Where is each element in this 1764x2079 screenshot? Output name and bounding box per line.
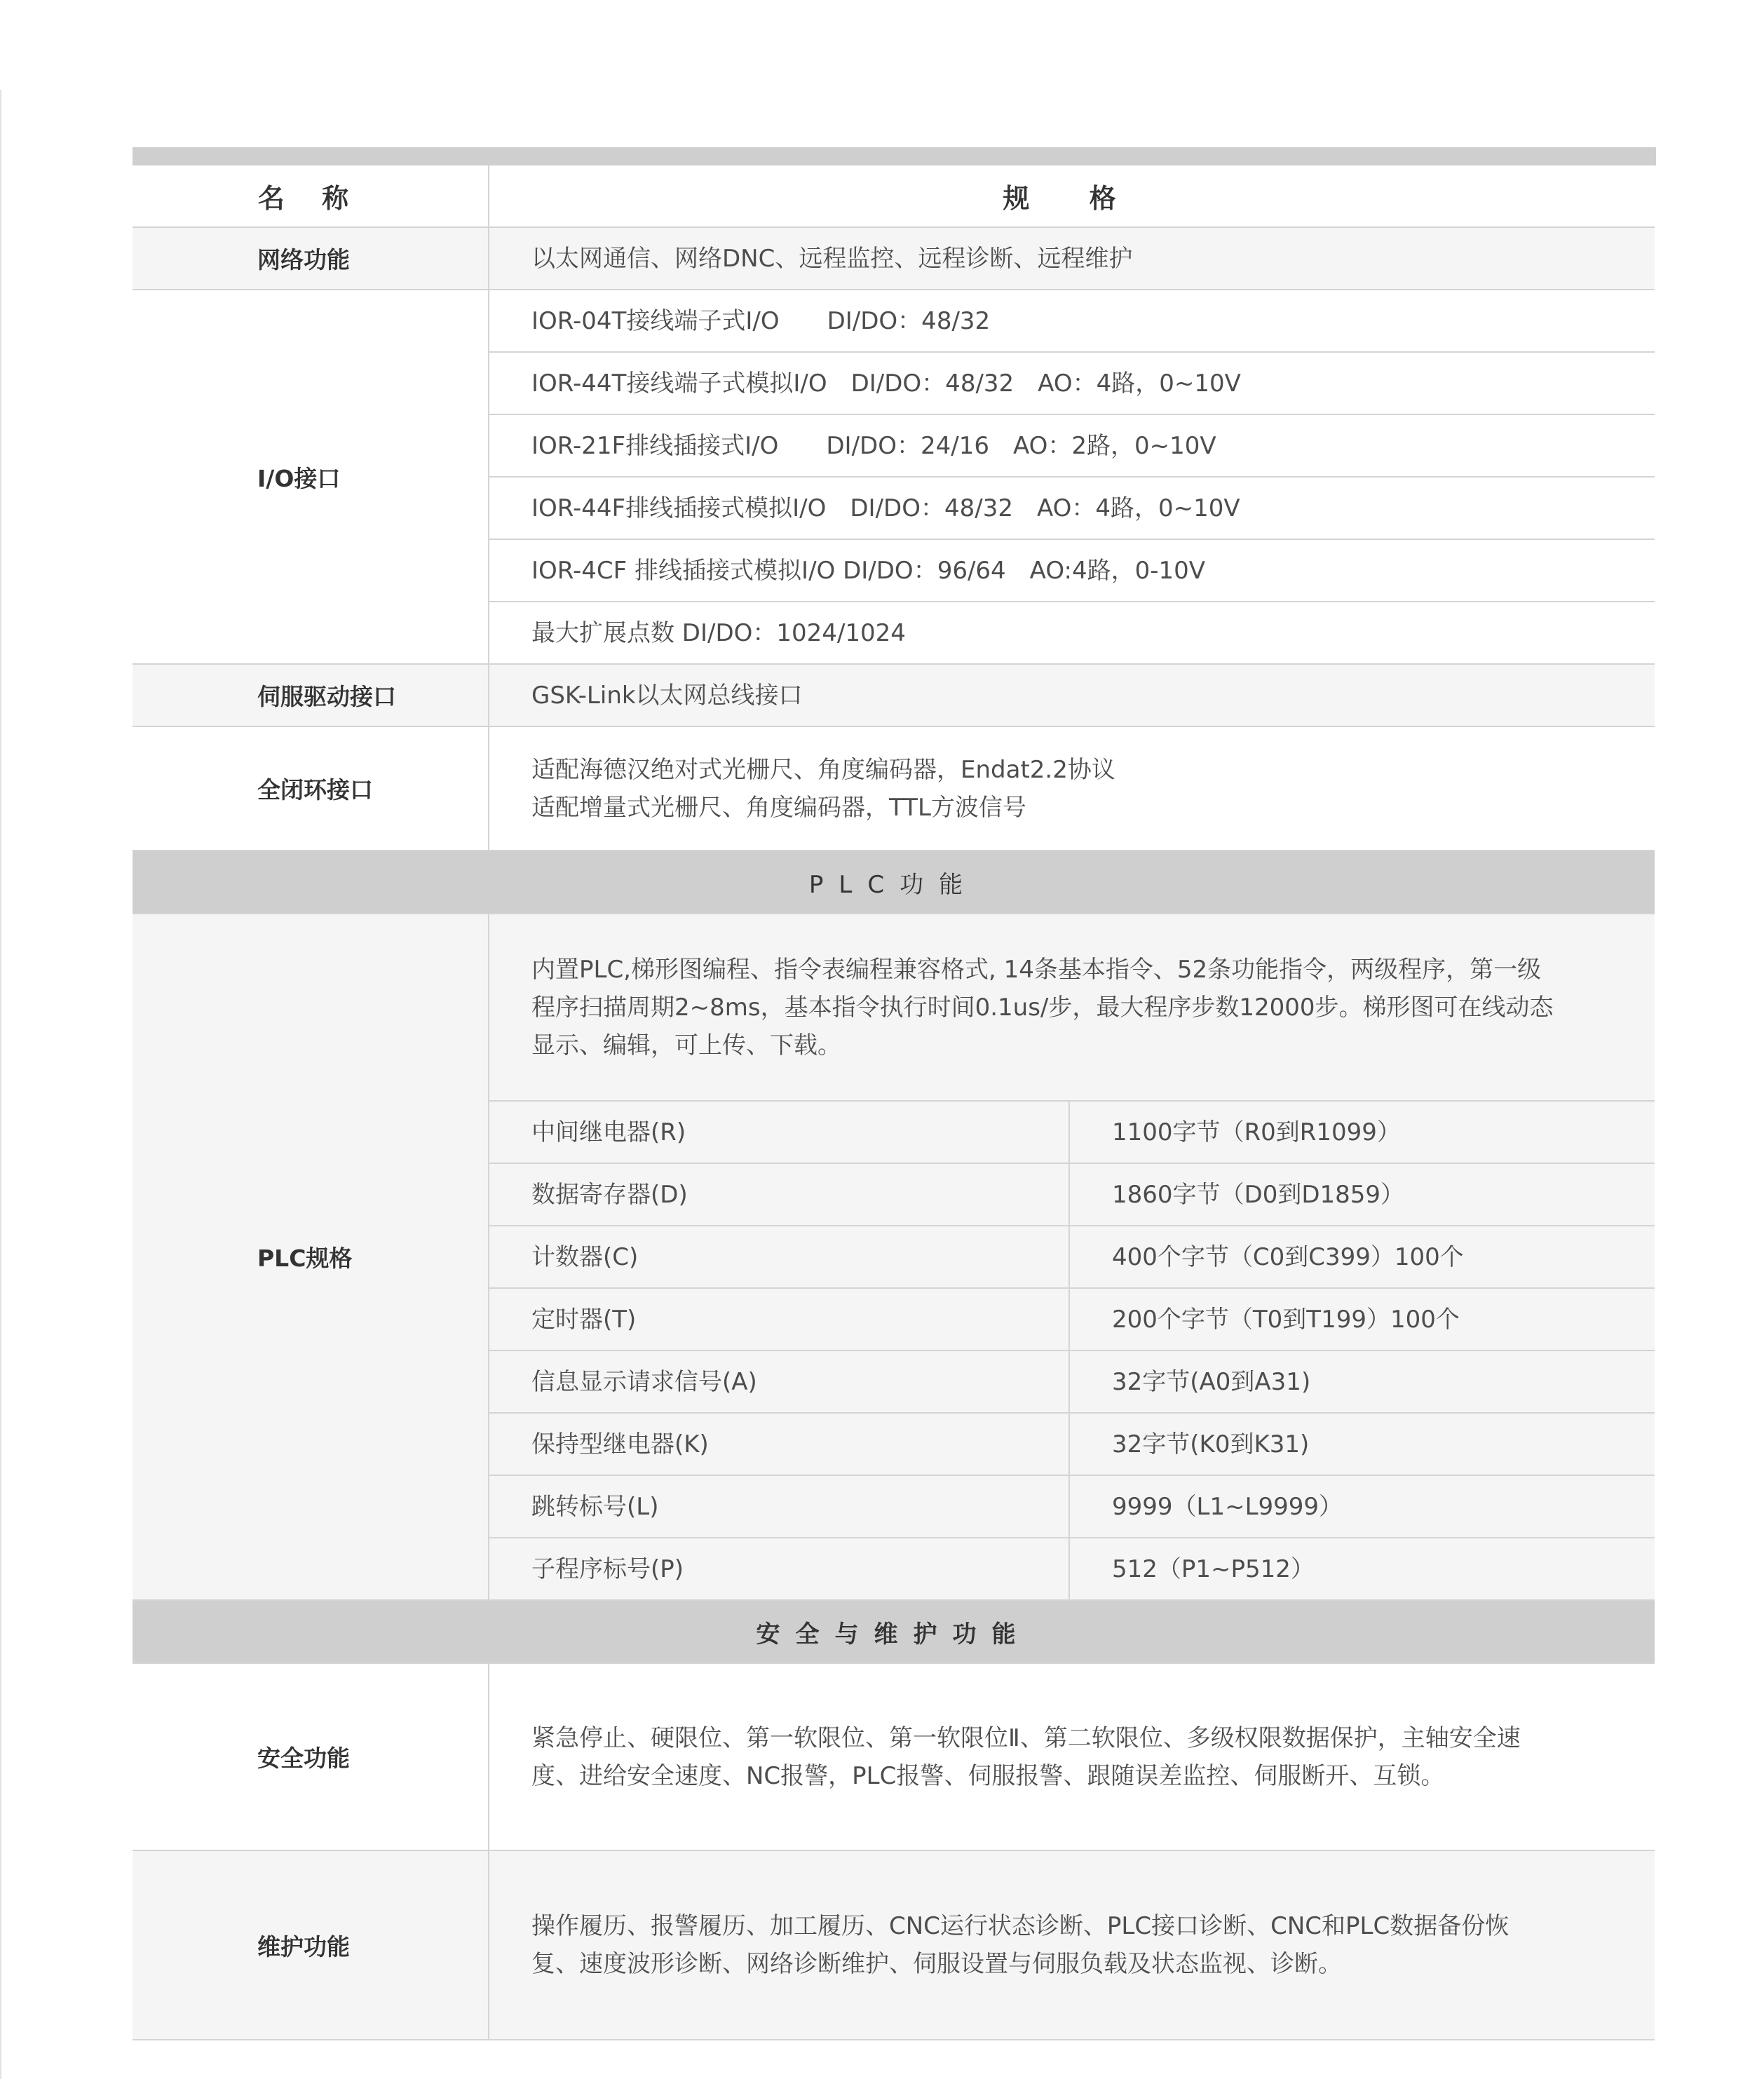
- closed-loop-line: 适配海德汉绝对式光栅尺、角度编码器，Endat2.2协议: [531, 755, 1115, 784]
- maintenance-line: 操作履历、报警履历、加工履历、CNC运行状态诊断、PLC接口诊断、CNC和PLC数据备份恢: [531, 1912, 1509, 1940]
- row-spec-network: 以太网通信、网络DNC、远程监控、远程诊断、远程维护: [489, 227, 1655, 290]
- row-name-network: 网络功能: [133, 227, 489, 290]
- row-spec-closed-loop: [489, 726, 1655, 851]
- io-item: IOR-21F排线插接式I/O DI/DO：24/16 AO：2路，0~10V: [489, 414, 1655, 477]
- plc-item-value: 200个字节（T0到T199）100个: [1069, 1288, 1655, 1350]
- row-name-maintenance: 维护功能: [133, 1850, 489, 2040]
- plc-desc-line: 内置PLC,梯形图编程、指令表编程兼容格式, 14条基本指令、52条功能指令，两级程序，第一级: [531, 955, 1542, 984]
- row-spec-maintenance: [489, 1850, 1655, 2040]
- io-item: IOR-4CF 排线插接式模拟I/O DI/DO：96/64 AO:4路，0-10V: [489, 539, 1655, 602]
- safety-line: 度、进给安全速度、NC报警，PLC报警、伺服报警、跟随误差监控、伺服断开、互锁。: [531, 1761, 1445, 1790]
- section-title-plc: PLC功能: [133, 851, 1655, 914]
- row-closed-loop: [133, 726, 1655, 851]
- section-safety: [133, 1600, 1655, 1663]
- plc-item-value: 9999（L1~L9999）: [1069, 1475, 1655, 1538]
- plc-description: [489, 914, 1655, 1101]
- header-spec: 规 格: [489, 165, 1655, 227]
- table-header-row: [133, 165, 1655, 227]
- row-servo: [133, 664, 1655, 726]
- plc-item-value: 32字节(K0到K31): [1069, 1413, 1655, 1475]
- row-safety: [133, 1663, 1655, 1850]
- plc-item-label: 信息显示请求信号(A): [489, 1350, 1069, 1413]
- plc-item-label: 子程序标号(P): [489, 1538, 1069, 1600]
- row-network: [133, 227, 1655, 290]
- safety-line: 紧急停止、硬限位、第一软限位、第一软限位Ⅱ、第二软限位、多级权限数据保护，主轴安全速: [531, 1724, 1521, 1752]
- io-item: IOR-44F排线插接式模拟I/O DI/DO：48/32 AO：4路，0~10V: [489, 477, 1655, 539]
- plc-item-value: 400个字节（C0到C399）100个: [1069, 1226, 1655, 1288]
- table-top-bar: [133, 147, 1656, 165]
- section-title-safety: 安全与维护功能: [133, 1600, 1655, 1663]
- io-item: 最大扩展点数 DI/DO：1024/1024: [489, 602, 1655, 664]
- row-name-plc: PLC规格: [133, 914, 489, 1600]
- header-name: 名 称: [133, 165, 489, 227]
- row-name-safety: 安全功能: [133, 1663, 489, 1850]
- row-name-servo: 伺服驱动接口: [133, 664, 489, 726]
- closed-loop-line: 适配增量式光栅尺、角度编码器，TTL方波信号: [531, 793, 1026, 822]
- io-item: IOR-44T接线端子式模拟I/O DI/DO：48/32 AO：4路，0~10V: [489, 352, 1655, 414]
- plc-item-label: 计数器(C): [489, 1226, 1069, 1288]
- plc-desc-line: 程序扫描周期2~8ms，基本指令执行时间0.1us/步，最大程序步数12000步。梯形图可在线动态: [531, 993, 1554, 1022]
- row-io-1: [133, 290, 1655, 352]
- plc-desc-line: 显示、编辑，可上传、下载。: [531, 1031, 841, 1059]
- plc-item-value: 1860字节（D0到D1859）: [1069, 1163, 1655, 1226]
- plc-item-label: 定时器(T): [489, 1288, 1069, 1350]
- plc-item-value: 1100字节（R0到R1099）: [1069, 1101, 1655, 1163]
- row-maintenance: [133, 1850, 1655, 2040]
- plc-item-value: 32字节(A0到A31): [1069, 1350, 1655, 1413]
- row-plc-desc: [133, 914, 1655, 1101]
- row-spec-servo: GSK-Link以太网总线接口: [489, 664, 1655, 726]
- section-plc: [133, 851, 1655, 914]
- plc-item-label: 保持型继电器(K): [489, 1413, 1069, 1475]
- spec-table: [133, 165, 1655, 2040]
- page-left-edge-line: [0, 90, 1, 2079]
- plc-item-label: 跳转标号(L): [489, 1475, 1069, 1538]
- row-name-closed-loop: 全闭环接口: [133, 726, 489, 851]
- row-name-io: I/O接口: [133, 290, 489, 664]
- plc-item-value: 512（P1~P512）: [1069, 1538, 1655, 1600]
- io-item: IOR-04T接线端子式I/O DI/DO：48/32: [489, 290, 1655, 352]
- row-spec-safety: [489, 1663, 1655, 1850]
- plc-item-label: 中间继电器(R): [489, 1101, 1069, 1163]
- plc-item-label: 数据寄存器(D): [489, 1163, 1069, 1226]
- maintenance-line: 复、速度波形诊断、网络诊断维护、伺服设置与伺服负载及状态监视、诊断。: [531, 1950, 1342, 1978]
